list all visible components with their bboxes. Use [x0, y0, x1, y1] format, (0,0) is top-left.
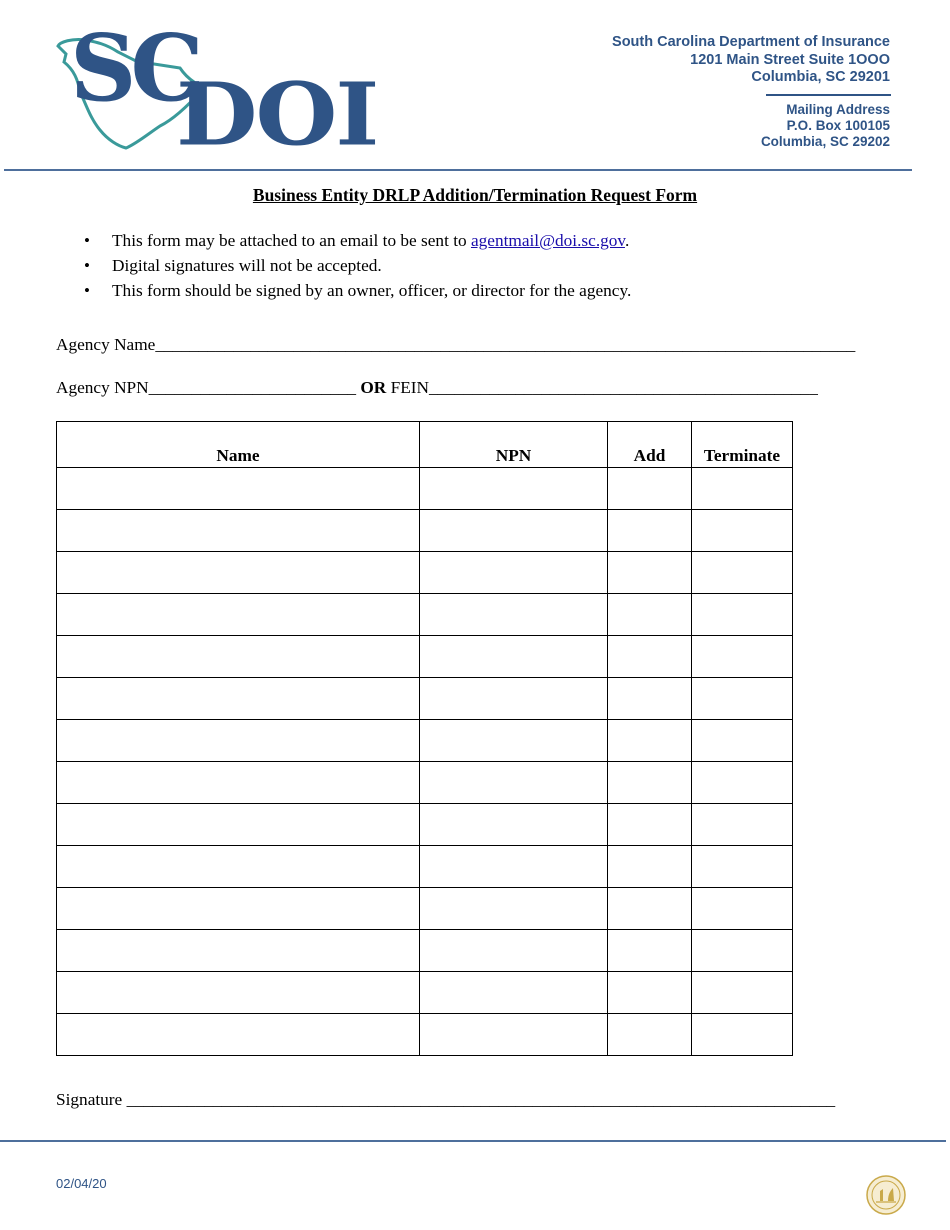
state-seal-icon [866, 1175, 906, 1215]
agency-name-label: Agency Name [56, 335, 156, 354]
header-rule [4, 169, 912, 171]
name-cell[interactable] [57, 1014, 420, 1056]
table-row [57, 846, 793, 888]
signature-label: Signature [56, 1090, 123, 1109]
agency-npn-label: Agency NPN [56, 378, 149, 397]
table-row [57, 678, 793, 720]
or-label: OR [360, 378, 387, 397]
name-cell[interactable] [57, 636, 420, 678]
table-row [57, 510, 793, 552]
npn-cell[interactable] [420, 678, 608, 720]
fein-blank[interactable]: _____________________________________________ [429, 378, 818, 397]
physical-address [612, 34, 890, 87]
name-cell[interactable] [57, 678, 420, 720]
fein-label: FEIN [390, 378, 429, 397]
name-cell[interactable] [57, 972, 420, 1014]
mailing-label: Mailing Address [786, 102, 890, 117]
terminate-cell[interactable] [692, 468, 793, 510]
npn-cell[interactable] [420, 552, 608, 594]
add-cell[interactable] [608, 636, 692, 678]
add-cell[interactable] [608, 678, 692, 720]
npn-cell[interactable] [420, 762, 608, 804]
terminate-cell[interactable] [692, 846, 793, 888]
name-cell[interactable] [57, 804, 420, 846]
terminate-cell[interactable] [692, 510, 793, 552]
npn-cell[interactable] [420, 468, 608, 510]
signature-blank[interactable]: __________________________________________________________________________________ [126, 1090, 836, 1109]
name-cell[interactable] [57, 846, 420, 888]
agentmail-link[interactable]: agentmail@doi.sc.gov [470, 231, 625, 250]
add-cell[interactable] [608, 846, 692, 888]
add-cell[interactable] [608, 972, 692, 1014]
table-row [57, 468, 793, 510]
instructions-list [84, 228, 631, 303]
logo-sc-text: SC [70, 14, 198, 122]
address-divider [766, 94, 891, 96]
add-cell[interactable] [608, 510, 692, 552]
instruction-email-suffix: . [624, 231, 630, 250]
name-cell[interactable] [57, 510, 420, 552]
npn-cell[interactable] [420, 888, 608, 930]
npn-cell[interactable] [420, 720, 608, 762]
instruction-signer: • This form should be signed by an owner, officer, or director for the agency. [84, 278, 631, 303]
table-row [57, 636, 793, 678]
instruction-digital-signatures: • Digital signatures will not be accepted. [84, 253, 631, 278]
npn-cell[interactable] [420, 510, 608, 552]
npn-cell[interactable] [420, 846, 608, 888]
name-cell[interactable] [57, 762, 420, 804]
terminate-cell[interactable] [692, 804, 793, 846]
agency-name-blank[interactable]: _________________________________________________________________________________ [155, 335, 856, 354]
table-row [57, 888, 793, 930]
table-body [57, 468, 793, 1056]
org-name: South Carolina Department of Insurance [612, 34, 890, 50]
name-cell[interactable] [57, 594, 420, 636]
table-row [57, 972, 793, 1014]
terminate-cell[interactable] [692, 678, 793, 720]
logo-doi-text: DOI [176, 64, 378, 166]
terminate-cell[interactable] [692, 888, 793, 930]
street-address: 1201 Main Street Suite 1OOO [690, 51, 890, 68]
npn-cell[interactable] [420, 636, 608, 678]
header-name: Name [57, 422, 420, 468]
terminate-cell[interactable] [692, 762, 793, 804]
po-box: P.O. Box 100105 [786, 118, 890, 133]
table-row [57, 804, 793, 846]
terminate-cell[interactable] [692, 720, 793, 762]
add-cell[interactable] [608, 594, 692, 636]
mailing-address [761, 102, 890, 150]
agency-id-row [56, 378, 818, 398]
table-row [57, 594, 793, 636]
name-cell[interactable] [57, 552, 420, 594]
table-row [57, 762, 793, 804]
mailing-city: Columbia, SC 29202 [760, 134, 890, 149]
header-add: Add [608, 422, 692, 468]
terminate-cell[interactable] [692, 552, 793, 594]
footer-rule [0, 1140, 946, 1142]
add-cell[interactable] [608, 930, 692, 972]
agency-name-field[interactable] [56, 335, 855, 355]
revision-date: 02/04/20 [56, 1176, 107, 1191]
npn-cell[interactable] [420, 1014, 608, 1056]
terminate-cell[interactable] [692, 930, 793, 972]
header-npn: NPN [420, 422, 608, 468]
table-row [57, 930, 793, 972]
header-terminate: Terminate [692, 422, 793, 468]
name-cell[interactable] [57, 468, 420, 510]
terminate-cell[interactable] [692, 594, 793, 636]
npn-cell[interactable] [420, 594, 608, 636]
table-row [57, 1014, 793, 1056]
add-cell[interactable] [608, 720, 692, 762]
form-title: Business Entity DRLP Addition/Termination Request Form [252, 185, 698, 205]
name-cell[interactable] [57, 720, 420, 762]
table-header-row [57, 422, 793, 468]
table-row [57, 552, 793, 594]
terminate-cell[interactable] [692, 972, 793, 1014]
city-address: Columbia, SC 29201 [751, 69, 890, 85]
add-cell[interactable] [608, 1014, 692, 1056]
add-cell[interactable] [608, 552, 692, 594]
instruction-email [84, 228, 631, 253]
drlp-table [56, 421, 793, 1056]
instruction-email-prefix: This form may be attached to an email to be sent to [112, 231, 471, 250]
terminate-cell[interactable] [692, 1014, 793, 1056]
name-cell[interactable] [57, 888, 420, 930]
npn-cell[interactable] [420, 804, 608, 846]
add-cell[interactable] [608, 804, 692, 846]
name-cell[interactable] [57, 930, 420, 972]
terminate-cell[interactable] [692, 636, 793, 678]
signature-field[interactable] [56, 1090, 835, 1110]
npn-cell[interactable] [420, 972, 608, 1014]
npn-cell[interactable] [420, 930, 608, 972]
table-row [57, 720, 793, 762]
add-cell[interactable] [608, 762, 692, 804]
add-cell[interactable] [608, 888, 692, 930]
agency-npn-blank[interactable]: ________________________ [148, 378, 357, 397]
add-cell[interactable] [608, 468, 692, 510]
